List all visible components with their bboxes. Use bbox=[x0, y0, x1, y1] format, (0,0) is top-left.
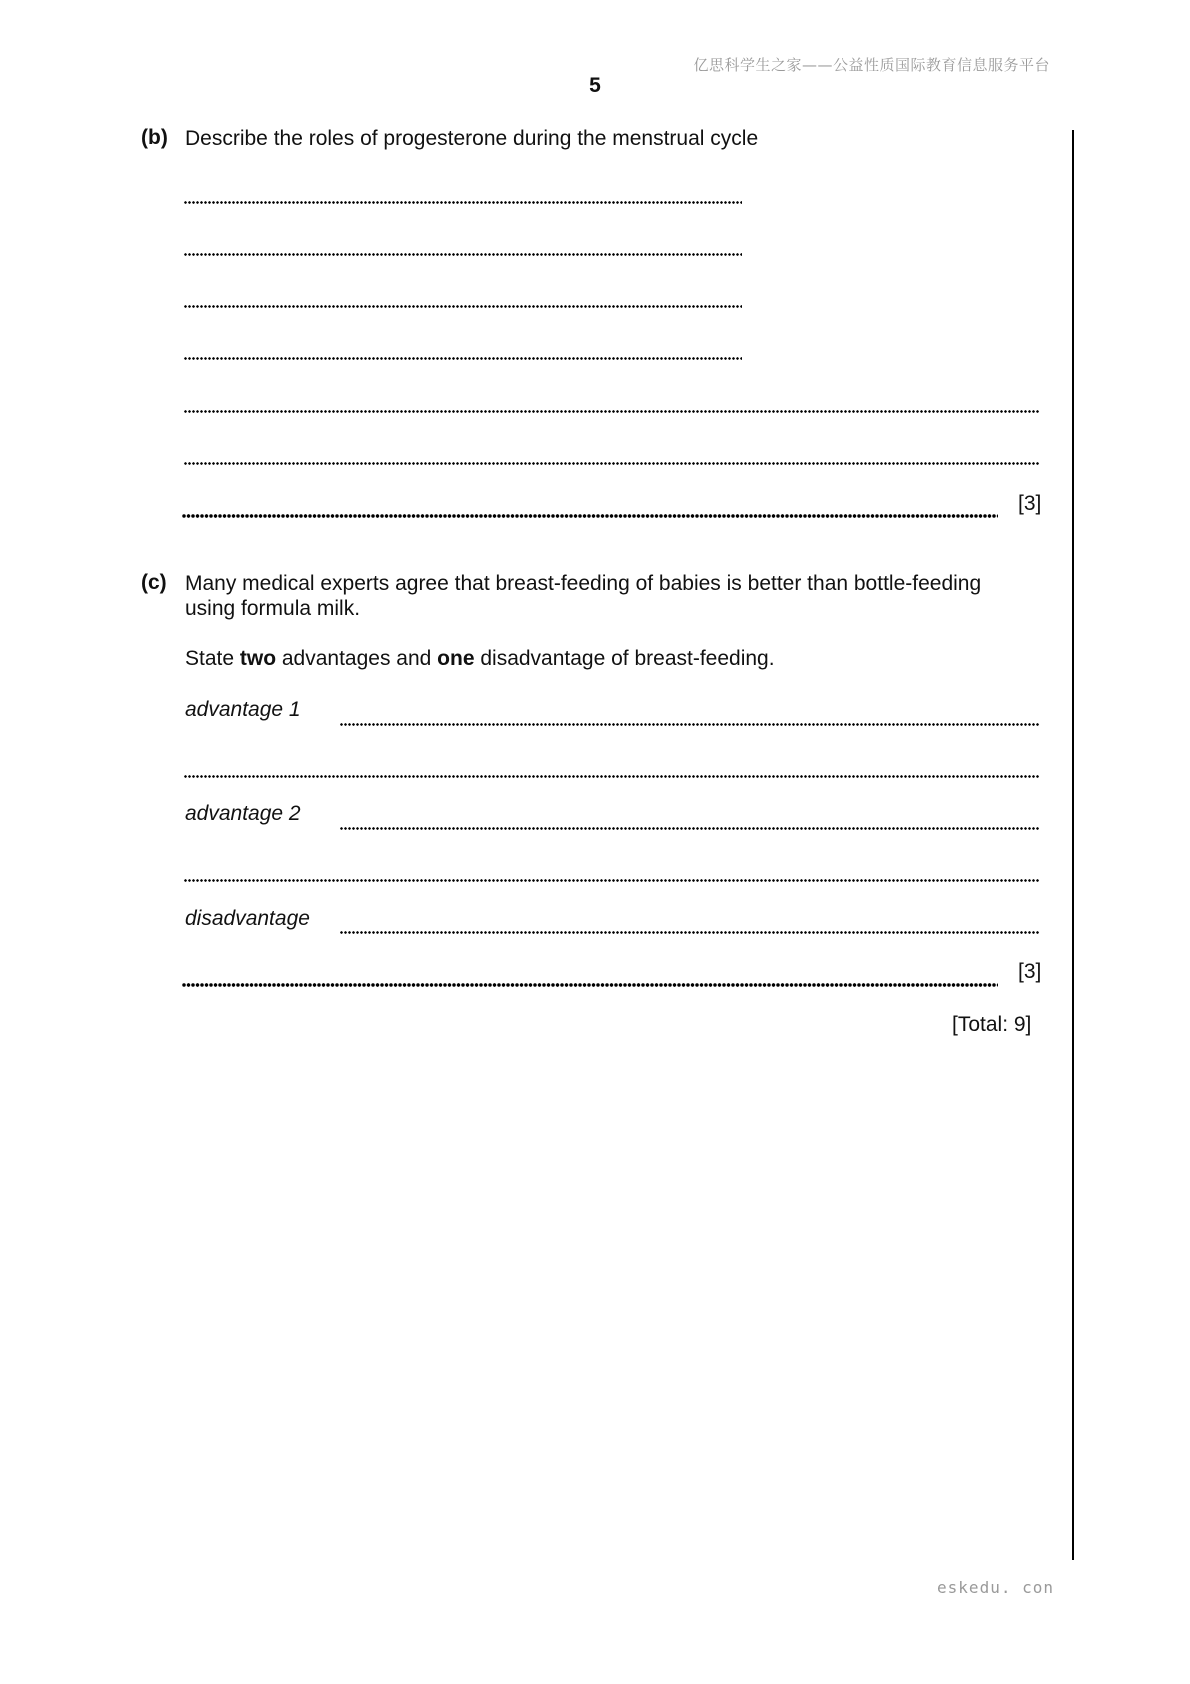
advantage-2-line-2[interactable] bbox=[184, 879, 1040, 882]
disadvantage-line-1[interactable] bbox=[340, 931, 1040, 934]
answer-line-b6[interactable] bbox=[184, 462, 1040, 465]
answer-line-b4[interactable] bbox=[184, 357, 742, 360]
part-c-question-line2: using formula milk. bbox=[185, 597, 361, 620]
advantage-1-label: advantage 1 bbox=[185, 698, 301, 721]
part-b-label: (b) bbox=[141, 126, 168, 149]
advantage-1-line-1[interactable] bbox=[340, 723, 1040, 726]
disadvantage-label: disadvantage bbox=[185, 907, 310, 930]
instruction-bold-one: one bbox=[437, 647, 475, 670]
advantage-2-label: advantage 2 bbox=[185, 802, 301, 825]
instruction-bold-two: two bbox=[239, 647, 277, 670]
advantage-1-line-2[interactable] bbox=[184, 775, 1040, 778]
instruction-prefix: State bbox=[185, 647, 240, 670]
total-marks: [Total: 9] bbox=[952, 1013, 1032, 1036]
watermark-site-text: 亿思科学生之家——公益性质国际教育信息服务平台 bbox=[693, 56, 1050, 74]
instruction-suffix: disadvantage of breast-feeding. bbox=[474, 647, 775, 670]
answer-line-b1[interactable] bbox=[184, 201, 742, 204]
answer-line-b7[interactable] bbox=[182, 514, 998, 518]
part-c-marks: [3] bbox=[1018, 960, 1042, 983]
margin-rule bbox=[1072, 130, 1074, 1560]
disadvantage-line-2[interactable] bbox=[182, 983, 998, 987]
answer-line-b5[interactable] bbox=[184, 410, 1040, 413]
advantage-2-line-1[interactable] bbox=[340, 827, 1040, 830]
part-c-instruction bbox=[185, 646, 775, 672]
part-c-label: (c) bbox=[141, 571, 167, 594]
footer-site-text: eskedu. con bbox=[937, 1578, 1054, 1597]
part-c-question-line1: Many medical experts agree that breast-feeding of babies is better than bottle-feeding bbox=[185, 572, 982, 595]
page-number: 5 bbox=[589, 74, 601, 97]
instruction-middle: advantages and bbox=[276, 647, 438, 670]
part-b-marks: [3] bbox=[1018, 492, 1042, 515]
answer-line-b2[interactable] bbox=[184, 253, 742, 256]
answer-line-b3[interactable] bbox=[184, 305, 742, 308]
part-b-question: Describe the roles of progesterone during the menstrual cycle bbox=[185, 127, 759, 150]
